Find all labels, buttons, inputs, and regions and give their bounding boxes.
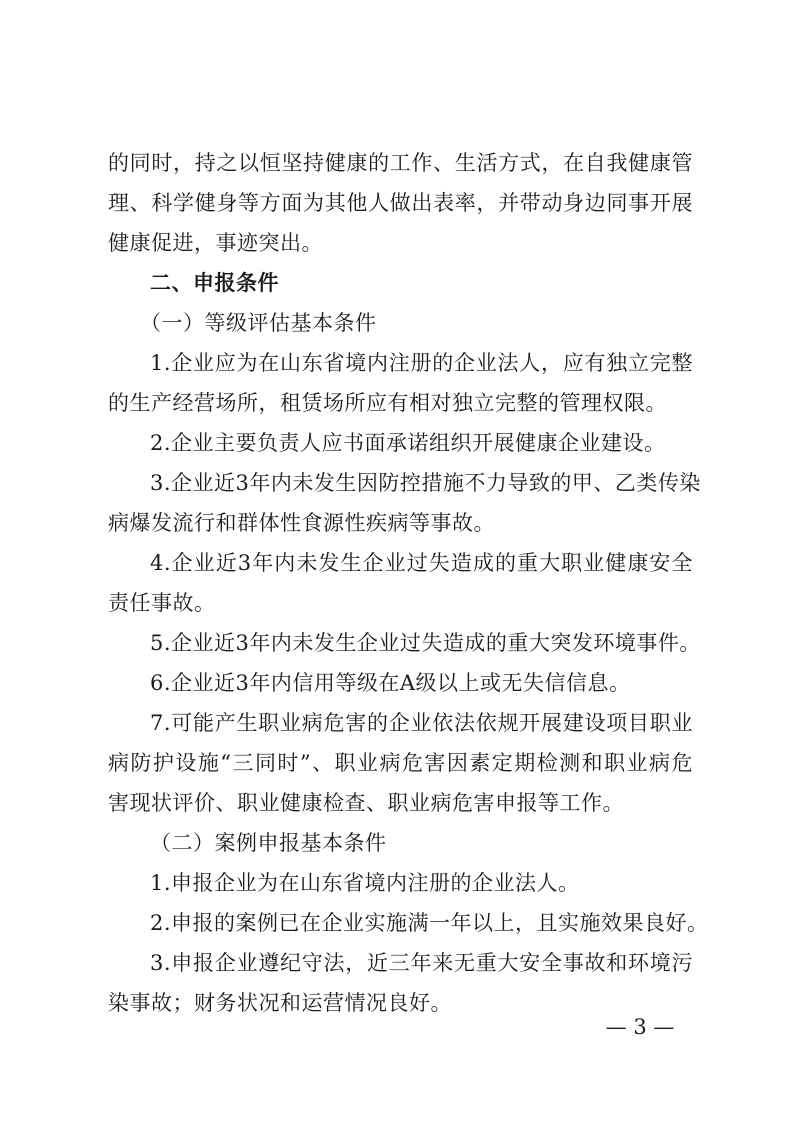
case-item-2: 2.申报的案例已在企业实施满一年以上，且实施效果良好。 <box>150 911 709 935</box>
item-1-line-1: 1.企业应为在山东省境内注册的企业法人，应有独立完整 <box>150 351 693 375</box>
item-6: 6.企业近3年内信用等级在A级以上或无失信信息。 <box>150 671 631 695</box>
item-5: 5.企业近3年内未发生企业过失造成的重大突发环境事件。 <box>150 631 701 655</box>
case-item-1: 1.申报企业为在山东省境内注册的企业法人。 <box>150 871 580 895</box>
case-item-3-line-1: 3.申报企业遵纪守法，近三年来无重大安全事故和环境污 <box>150 951 693 975</box>
item-1-line-2: 的生产经营场所，租赁场所应有相对独立完整的管理权限。 <box>108 391 667 415</box>
item-3-line-2: 病爆发流行和群体性食源性疾病等事故。 <box>108 511 495 535</box>
item-2: 2.企业主要负责人应书面承诺组织开展健康企业建设。 <box>150 431 666 455</box>
item-7-line-2: 病防护设施“三同时”、职业病危害因素定期检测和职业病危 <box>108 751 693 775</box>
item-3-line-1: 3.企业近3年内未发生因防控措施不力导致的甲、乙类传染 <box>150 471 701 495</box>
body-line-3: 健康促进，事迹突出。 <box>108 231 323 255</box>
section-heading: 二、申报条件 <box>150 271 279 295</box>
subsection-heading-1: （一）等级评估基本条件 <box>140 311 377 335</box>
body-line-2: 理、科学健身等方面为其他人做出表率，并带动身边同事开展 <box>108 191 693 215</box>
body-line-1: 的同时，持之以恒坚持健康的工作、生活方式，在自我健康管 <box>108 151 693 175</box>
item-7-line-3: 害现状评价、职业健康检查、职业病危害申报等工作。 <box>108 791 624 815</box>
item-4-line-1: 4.企业近3年内未发生企业过失造成的重大职业健康安全 <box>150 551 693 575</box>
subsection-heading-2: （二）案例申报基本条件 <box>150 831 387 855</box>
item-4-line-2: 责任事故。 <box>108 591 216 615</box>
item-7-line-1: 7.可能产生职业病危害的企业依法依规开展建设项目职业 <box>150 711 693 735</box>
case-item-3-line-2: 染事故；财务状况和运营情况良好。 <box>108 991 452 1015</box>
page-number: — 3 — <box>605 1015 675 1039</box>
